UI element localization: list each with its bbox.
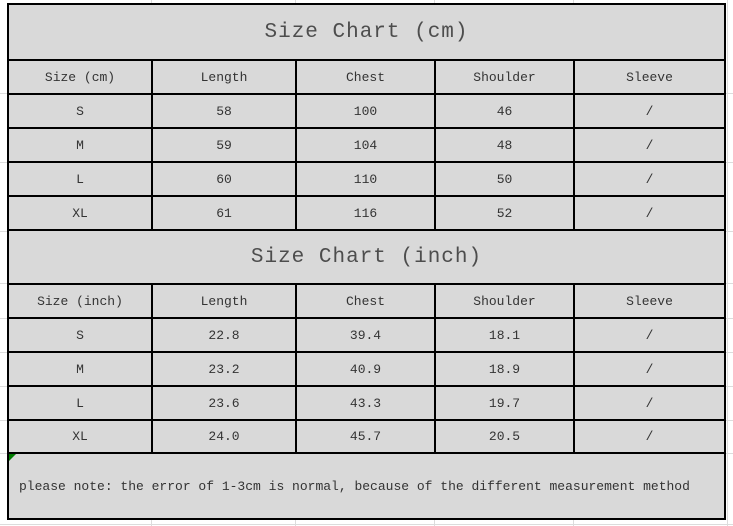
measurement-note	[8, 453, 725, 519]
size-chart-table	[7, 3, 726, 520]
sleeve-cell: /	[574, 318, 725, 352]
chest-cell: 110	[296, 162, 435, 196]
length-cell: 23.6	[152, 386, 296, 420]
chest-cell: 45.7	[296, 420, 435, 453]
sleeve-cell: /	[574, 94, 725, 128]
cm-header-row	[8, 60, 725, 94]
table-row	[8, 318, 725, 352]
header-length: Length	[152, 60, 296, 94]
length-cell: 22.8	[152, 318, 296, 352]
size-cell: M	[8, 352, 152, 386]
sleeve-cell: /	[574, 196, 725, 230]
shoulder-cell: 18.1	[435, 318, 574, 352]
size-cell: XL	[8, 196, 152, 230]
shoulder-cell: 50	[435, 162, 574, 196]
header-shoulder: Shoulder	[435, 284, 574, 318]
inch-title-row	[8, 230, 725, 284]
chest-cell: 40.9	[296, 352, 435, 386]
chest-cell: 104	[296, 128, 435, 162]
table-row	[8, 420, 725, 453]
shoulder-cell: 46	[435, 94, 574, 128]
sleeve-cell: /	[574, 128, 725, 162]
shoulder-cell: 48	[435, 128, 574, 162]
chest-cell: 116	[296, 196, 435, 230]
table-row	[8, 386, 725, 420]
length-cell: 59	[152, 128, 296, 162]
length-cell: 23.2	[152, 352, 296, 386]
table-row	[8, 162, 725, 196]
sleeve-cell: /	[574, 352, 725, 386]
size-cell: XL	[8, 420, 152, 453]
size-cell: M	[8, 128, 152, 162]
header-chest: Chest	[296, 284, 435, 318]
size-cell: L	[8, 162, 152, 196]
header-sleeve: Sleeve	[574, 284, 725, 318]
length-cell: 58	[152, 94, 296, 128]
cm-table-title: Size Chart (cm)	[8, 4, 725, 60]
length-cell: 24.0	[152, 420, 296, 453]
length-cell: 61	[152, 196, 296, 230]
size-cell: S	[8, 318, 152, 352]
header-size: Size (inch)	[8, 284, 152, 318]
header-sleeve: Sleeve	[574, 60, 725, 94]
inch-header-row	[8, 284, 725, 318]
table-row	[8, 94, 725, 128]
inch-table-title: Size Chart (inch)	[8, 230, 725, 284]
note-row	[8, 453, 725, 519]
sleeve-cell: /	[574, 386, 725, 420]
size-cell: S	[8, 94, 152, 128]
header-chest: Chest	[296, 60, 435, 94]
chest-cell: 43.3	[296, 386, 435, 420]
shoulder-cell: 19.7	[435, 386, 574, 420]
cell-error-indicator-triangle	[9, 454, 16, 461]
table-row	[8, 128, 725, 162]
shoulder-cell: 20.5	[435, 420, 574, 453]
length-cell: 60	[152, 162, 296, 196]
gridline	[0, 524, 733, 525]
table-row	[8, 196, 725, 230]
table-row	[8, 352, 725, 386]
cm-title-row	[8, 4, 725, 60]
header-shoulder: Shoulder	[435, 60, 574, 94]
chest-cell: 100	[296, 94, 435, 128]
shoulder-cell: 52	[435, 196, 574, 230]
sleeve-cell: /	[574, 162, 725, 196]
shoulder-cell: 18.9	[435, 352, 574, 386]
header-length: Length	[152, 284, 296, 318]
chest-cell: 39.4	[296, 318, 435, 352]
size-cell: L	[8, 386, 152, 420]
sleeve-cell: /	[574, 420, 725, 453]
header-size: Size (cm)	[8, 60, 152, 94]
measurement-note-text: please note: the error of 1-3cm is normal, because of the different measurement method	[19, 478, 690, 494]
gridline	[727, 0, 728, 526]
